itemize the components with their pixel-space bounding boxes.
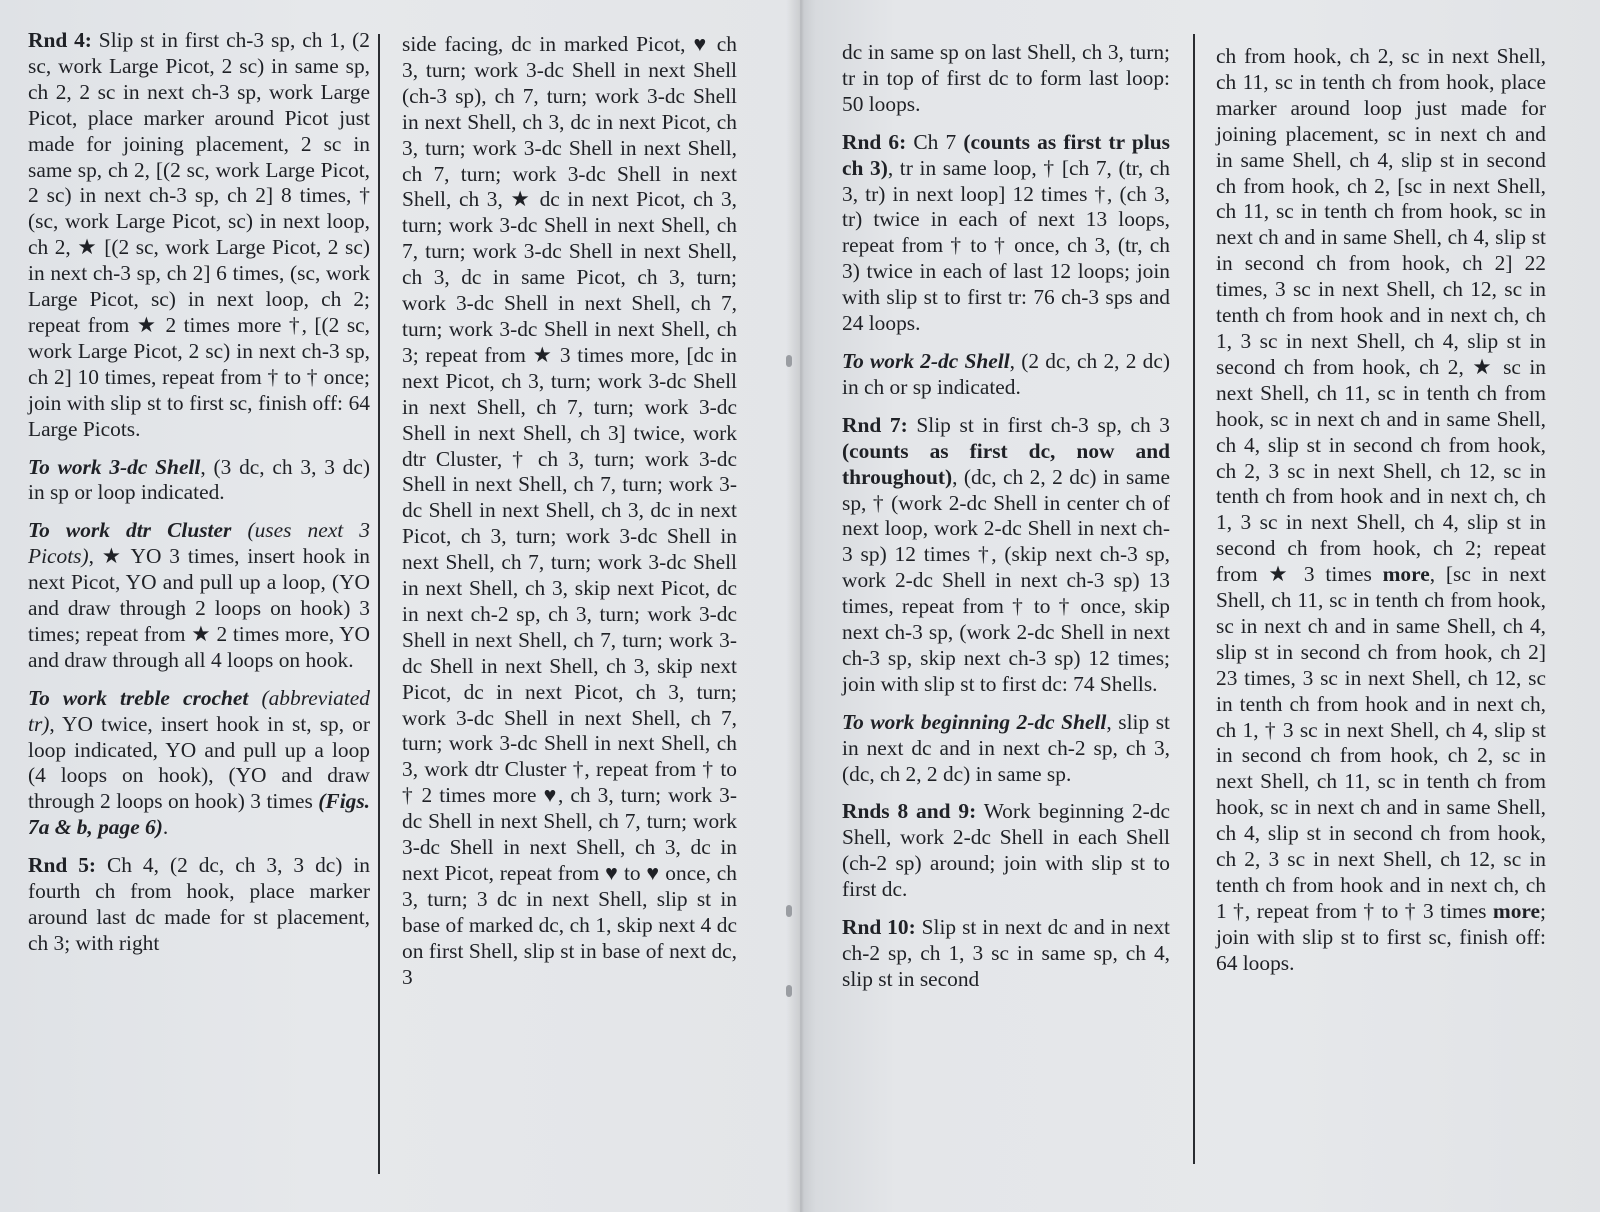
rnd7-text-b: , (dc, ch 2, 2 dc) in same sp, † (work 2-dc Shell in center ch of next loop, work 2-dc Shell in next ch-3 sp) 12 times †, (skip next ch-3 sp, work 2-dc Shell in next ch-3 sp) 13 times, repeat from † to † once, skip next ch-3 sp, (work 2-dc Shell in next ch-3 sp, skip next ch-3 sp) 12 times; join with slip st to first dc: 74 Shells. — [842, 464, 1170, 696]
rnd6-label: Rnd 6: — [842, 129, 907, 154]
treble-label: To work treble crochet — [28, 685, 249, 710]
rnd5-continued: side facing, dc in marked Picot, ♥ ch 3, turn; work 3-dc Shell in next Shell (ch-3 sp), ch 7, turn; work 3-dc Shell in next Shell, ch 3, dc in next Picot, ch 3, turn; work 3-dc Shell in next Shell, ch 7, turn; work 3-dc Shell in next Shell, ch 3, ★ dc in next Picot, ch 3, turn; work 3-dc Shell in next Shell, ch 7, turn; work 3-dc Shell in next Shell, ch 3, dc in same Picot, ch 3, turn; work 3-dc Shell in next Shell, ch 7, turn; work 3-dc Shell in next Shell, ch 3; repeat from ★ 3 times more, [dc in next Picot, ch 3, turn; work 3-dc Shell in next Shell, ch 7, turn; work 3-dc Shell in next Shell, ch 3] twice, work dtr Cluster, † ch 3, turn; work 3-dc Shell in next Shell, ch 7, turn; work 3-dc Shell in next Shell, ch 3, dc in next Picot, ch 3, turn; work 3-dc Shell in next Shell, ch 7, turn; work 3-dc Shell in next Shell, ch 3, skip next Picot, dc in next ch-2 sp, ch 3, turn; work 3-dc Shell in next Shell, ch 7, turn; work 3-dc Shell in next Shell, ch 3, skip next Picot, dc in next Picot, ch 3, turn; work 3-dc Shell in next Shell, ch 7, turn; work 3-dc Shell in next Shell, ch 3, work dtr Cluster †, repeat from † to † 2 times more ♥, ch 3, turn; work 3-dc Shell in next Shell, ch 7, turn; work 3-dc Shell in next Shell, ch 3, dc in next Picot, repeat from ♥ to ♥ once, ch 3, turn; 3 dc in next Shell, slip st in base of marked dc, ch 1, skip next 4 dc on first Shell, slip st in base of next dc, 3 — [402, 32, 737, 989]
rnd10-paragraph — [842, 915, 1170, 993]
page-gutter — [786, 0, 816, 1212]
rnd89-label: Rnds 8 and 9: — [842, 799, 977, 824]
treble-figure-ref: (Figs. 7a & b, page 6) — [28, 789, 370, 840]
rnd7-text-a: Slip st in first ch-3 sp, ch 3 — [907, 412, 1170, 437]
column-rule-right — [1193, 34, 1195, 1164]
rnd10-text-b: , [sc in next Shell, ch 11, sc in tenth ch from hook, sc in next ch and in same Shell, ch 4, slip st in second ch from hook, ch 2] 23 times, 3 sc in next Shell, ch 12, sc in tenth ch from hook and in next ch, ch 1, † 3 sc in next Shell, ch 4, slip st in second ch from hook, ch 2, sc in next Shell, ch 11, sc in tenth ch from hook, sc in next ch and in same Shell, ch 4, slip st in second ch from hook, ch 2, 3 sc in next Shell, ch 12, sc in tenth ch from hook and in next ch, ch 1 †, repeat from † to † 3 times — [1216, 562, 1546, 923]
treble-note: (abbreviated tr) — [28, 685, 370, 736]
rnd89-text: Work beginning 2-dc Shell, work 2-dc Shell in each Shell (ch-2 sp) around; join with slip st to first dc. — [842, 799, 1170, 902]
beg-shell-paragraph — [842, 710, 1170, 788]
rnd7-paragraph — [842, 413, 1170, 698]
rnd10-continued — [1216, 44, 1546, 977]
shell2-label: To work 2-dc Shell — [842, 348, 1010, 373]
rnd10-text-a: ch from hook, ch 2, sc in next Shell, ch 11, sc in tenth ch from hook, place marker around loop just made for joining placement, sc in next ch and in same Shell, ch 4, slip st in second ch from hook, ch 2, [sc in next Shell, ch 11, sc in tenth ch from hook, sc in next ch and in same Shell, ch 4, slip st in second ch from hook, ch 2] 22 times, 3 sc in next Shell, ch 12, sc in tenth ch from hook and in next ch, ch 1, 3 sc in next Shell, ch 4, slip st in second ch from hook, ch 2, ★ sc in next Shell, ch 11, sc in tenth ch from hook, sc in next ch and in same Shell, ch 4, slip st in second ch from hook, ch 2, 3 sc in next Shell, ch 12, sc in tenth ch from hook and in next ch, ch 1, 3 sc in next Shell, ch 4, slip st in second ch from hook, ch 2; repeat from ★ 3 times — [1216, 44, 1546, 587]
dtr-label: To work dtr Cluster — [28, 518, 232, 543]
rnd6-paragraph — [842, 130, 1170, 337]
column-2 — [402, 32, 737, 1003]
rnd5-paragraph — [28, 853, 370, 957]
rnd10-label: Rnd 10: — [842, 915, 916, 940]
beg-shell-label: To work beginning 2-dc Shell — [842, 709, 1107, 734]
shell3-paragraph — [28, 455, 370, 507]
rnd6-bold: (counts as first tr plus ch 3) — [842, 129, 1170, 180]
column-4 — [1216, 44, 1546, 989]
treble-text: , YO twice, insert hook in st, sp, or loop indicated, YO and pull up a loop (4 loops on hook), (YO and draw through 2 loops on hook) 3 times — [28, 711, 370, 814]
dtr-text: , ★ YO 3 times, insert hook in next Picot, YO and pull up a loop, (YO and draw through 2 loops on hook) 3 times; repeat from ★ 2 times more, YO and draw through all 4 loops on hook. — [28, 544, 370, 672]
dtr-paragraph — [28, 518, 370, 673]
more-1: more — [1382, 562, 1430, 587]
staple-mark — [786, 905, 792, 917]
rnd7-bold: (counts as first dc, now and throughout) — [842, 438, 1170, 489]
rnd4-label: Rnd 4: — [28, 28, 92, 52]
column-3 — [842, 40, 1170, 1005]
rnd6-text-b: , tr in same loop, † [ch 7, (tr, ch 3, tr) in next loop] 12 times †, (ch 3, tr) twice in each of next 13 loops, repeat from † to † once, ch 3, (tr, ch 3) twice in each of last 12 loops; join with slip st to first tr: 76 ch-3 sps and 24 loops. — [842, 155, 1171, 336]
rnd10-text: Slip st in next dc and in next ch-2 sp, ch 1, 3 sc in same sp, ch 4, slip st in second — [842, 915, 1170, 991]
shell2-text: , (2 dc, ch 2, 2 dc) in ch or sp indicated. — [842, 348, 1170, 399]
rnd7-label: Rnd 7: — [842, 412, 908, 437]
staple-mark — [786, 355, 792, 367]
shell2-paragraph — [842, 349, 1170, 401]
rnd5-end: dc in same sp on last Shell, ch 3, turn; tr in top of first dc to form last loop: 50 loops. — [842, 40, 1170, 116]
rnd5-label: Rnd 5: — [28, 853, 97, 878]
dtr-note: (uses next 3 Picots) — [28, 518, 370, 569]
more-2: more — [1492, 898, 1541, 923]
rnd4-text: Slip st in first ch-3 sp, ch 1, (2 sc, work Large Picot, 2 sc) in same sp, ch 2, 2 sc in next ch-3 sp, work Large Picot, place marker around Picot just made for joining placement, 2 sc in same sp, ch 2, [(2 sc, work Large Picot, 2 sc) in next ch-3 sp, ch 2] 8 times, † (sc, work Large Picot, sc) in next loop, ch 2, ★ [(2 sc, work Large Picot, 2 sc) in next ch-3 sp, ch 2] 6 times, (sc, work Large Picot, sc) in next loop, ch 2; repeat from ★ 2 times more †, [(2 sc, work Large Picot, 2 sc) in next ch-3 sp, ch 2] 10 times, repeat from † to † once; join with slip st to first sc, finish off: 64 Large Picots. — [28, 28, 370, 441]
rnd10-text-c: ; join with slip st to first sc, finish off: 64 loops. — [1216, 898, 1546, 975]
treble-paragraph — [28, 686, 370, 841]
rnd4-paragraph — [28, 28, 370, 443]
shell3-text: , (3 dc, ch 3, 3 dc) in sp or loop indicated. — [28, 454, 370, 505]
staple-mark — [786, 985, 792, 997]
shell3-label: To work 3-dc Shell — [28, 454, 201, 479]
rnd89-paragraph — [842, 799, 1170, 903]
treble-end: . — [162, 815, 169, 840]
column-rule-left — [378, 34, 380, 1174]
rnd6-text-a: Ch 7 — [906, 129, 964, 154]
column-1 — [28, 28, 370, 969]
beg-shell-text: , slip st in next dc and in next ch-2 sp, ch 3, (dc, ch 2, 2 dc) in same sp. — [842, 709, 1170, 786]
rnd5-text: Ch 4, (2 dc, ch 3, 3 dc) in fourth ch from hook, place marker around last dc made for st placement, ch 3; with right — [28, 853, 370, 955]
